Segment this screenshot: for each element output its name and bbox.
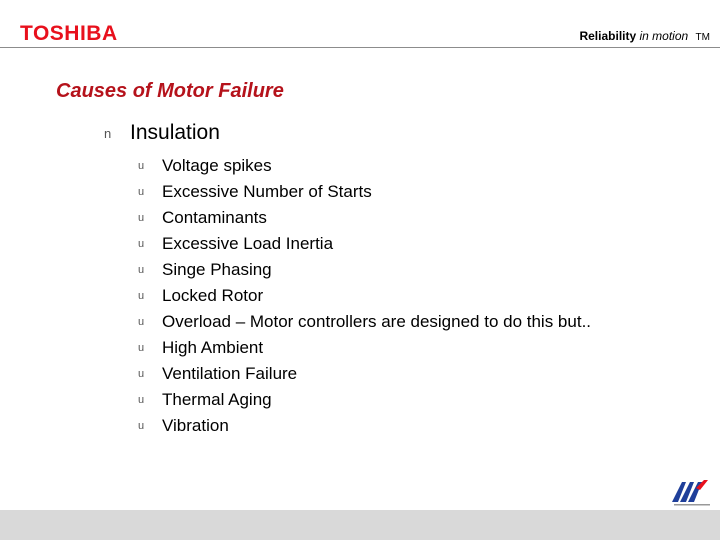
header-divider <box>0 47 720 48</box>
diamond-bullet-icon: u <box>138 290 145 302</box>
list-item-text: Excessive Number of Starts <box>162 182 372 201</box>
diamond-bullet-icon: u <box>138 368 145 380</box>
footer-bar <box>0 510 720 540</box>
motor-series-logo-icon <box>670 478 714 508</box>
list-item-text: Ventilation Failure <box>162 364 298 383</box>
topic-label: Insulation <box>130 121 220 144</box>
list-item <box>138 413 591 439</box>
list-item <box>138 335 591 361</box>
list-item <box>138 257 591 283</box>
list-item-text: Locked Rotor <box>162 286 264 305</box>
diamond-bullet-icon: u <box>138 342 145 354</box>
square-bullet-icon: n <box>104 125 112 141</box>
list-item-text: Overload – Motor controllers are designed to do this but.. <box>162 312 592 331</box>
cause-list <box>138 153 591 439</box>
diamond-bullet-icon: u <box>138 394 145 406</box>
toshiba-logo: TOSHIBA <box>20 22 118 45</box>
list-item-text: Vibration <box>162 416 229 435</box>
list-item <box>138 231 591 257</box>
list-item <box>138 205 591 231</box>
topic-bullet <box>104 121 220 145</box>
list-item <box>138 309 591 335</box>
list-item <box>138 153 591 179</box>
trademark-mark: TM <box>695 32 710 43</box>
tagline-italic: in motion <box>639 29 689 43</box>
diamond-bullet-icon: u <box>138 264 145 276</box>
diamond-bullet-icon: u <box>138 160 145 172</box>
list-item <box>138 361 591 387</box>
list-item-text: Voltage spikes <box>162 156 272 175</box>
tagline <box>579 29 710 43</box>
tagline-bold: Reliability <box>579 29 637 43</box>
diamond-bullet-icon: u <box>138 316 145 328</box>
list-item-text: Thermal Aging <box>162 390 272 409</box>
list-item-text: Singe Phasing <box>162 260 272 279</box>
diamond-bullet-icon: u <box>138 212 145 224</box>
slide-title: Causes of Motor Failure <box>56 80 284 102</box>
list-item-text: Excessive Load Inertia <box>162 234 334 253</box>
list-item <box>138 387 591 413</box>
list-item-text: High Ambient <box>162 338 264 357</box>
list-item <box>138 283 591 309</box>
diamond-bullet-icon: u <box>138 420 145 432</box>
diamond-bullet-icon: u <box>138 186 145 198</box>
list-item-text: Contaminants <box>162 208 267 227</box>
list-item <box>138 179 591 205</box>
diamond-bullet-icon: u <box>138 238 145 250</box>
